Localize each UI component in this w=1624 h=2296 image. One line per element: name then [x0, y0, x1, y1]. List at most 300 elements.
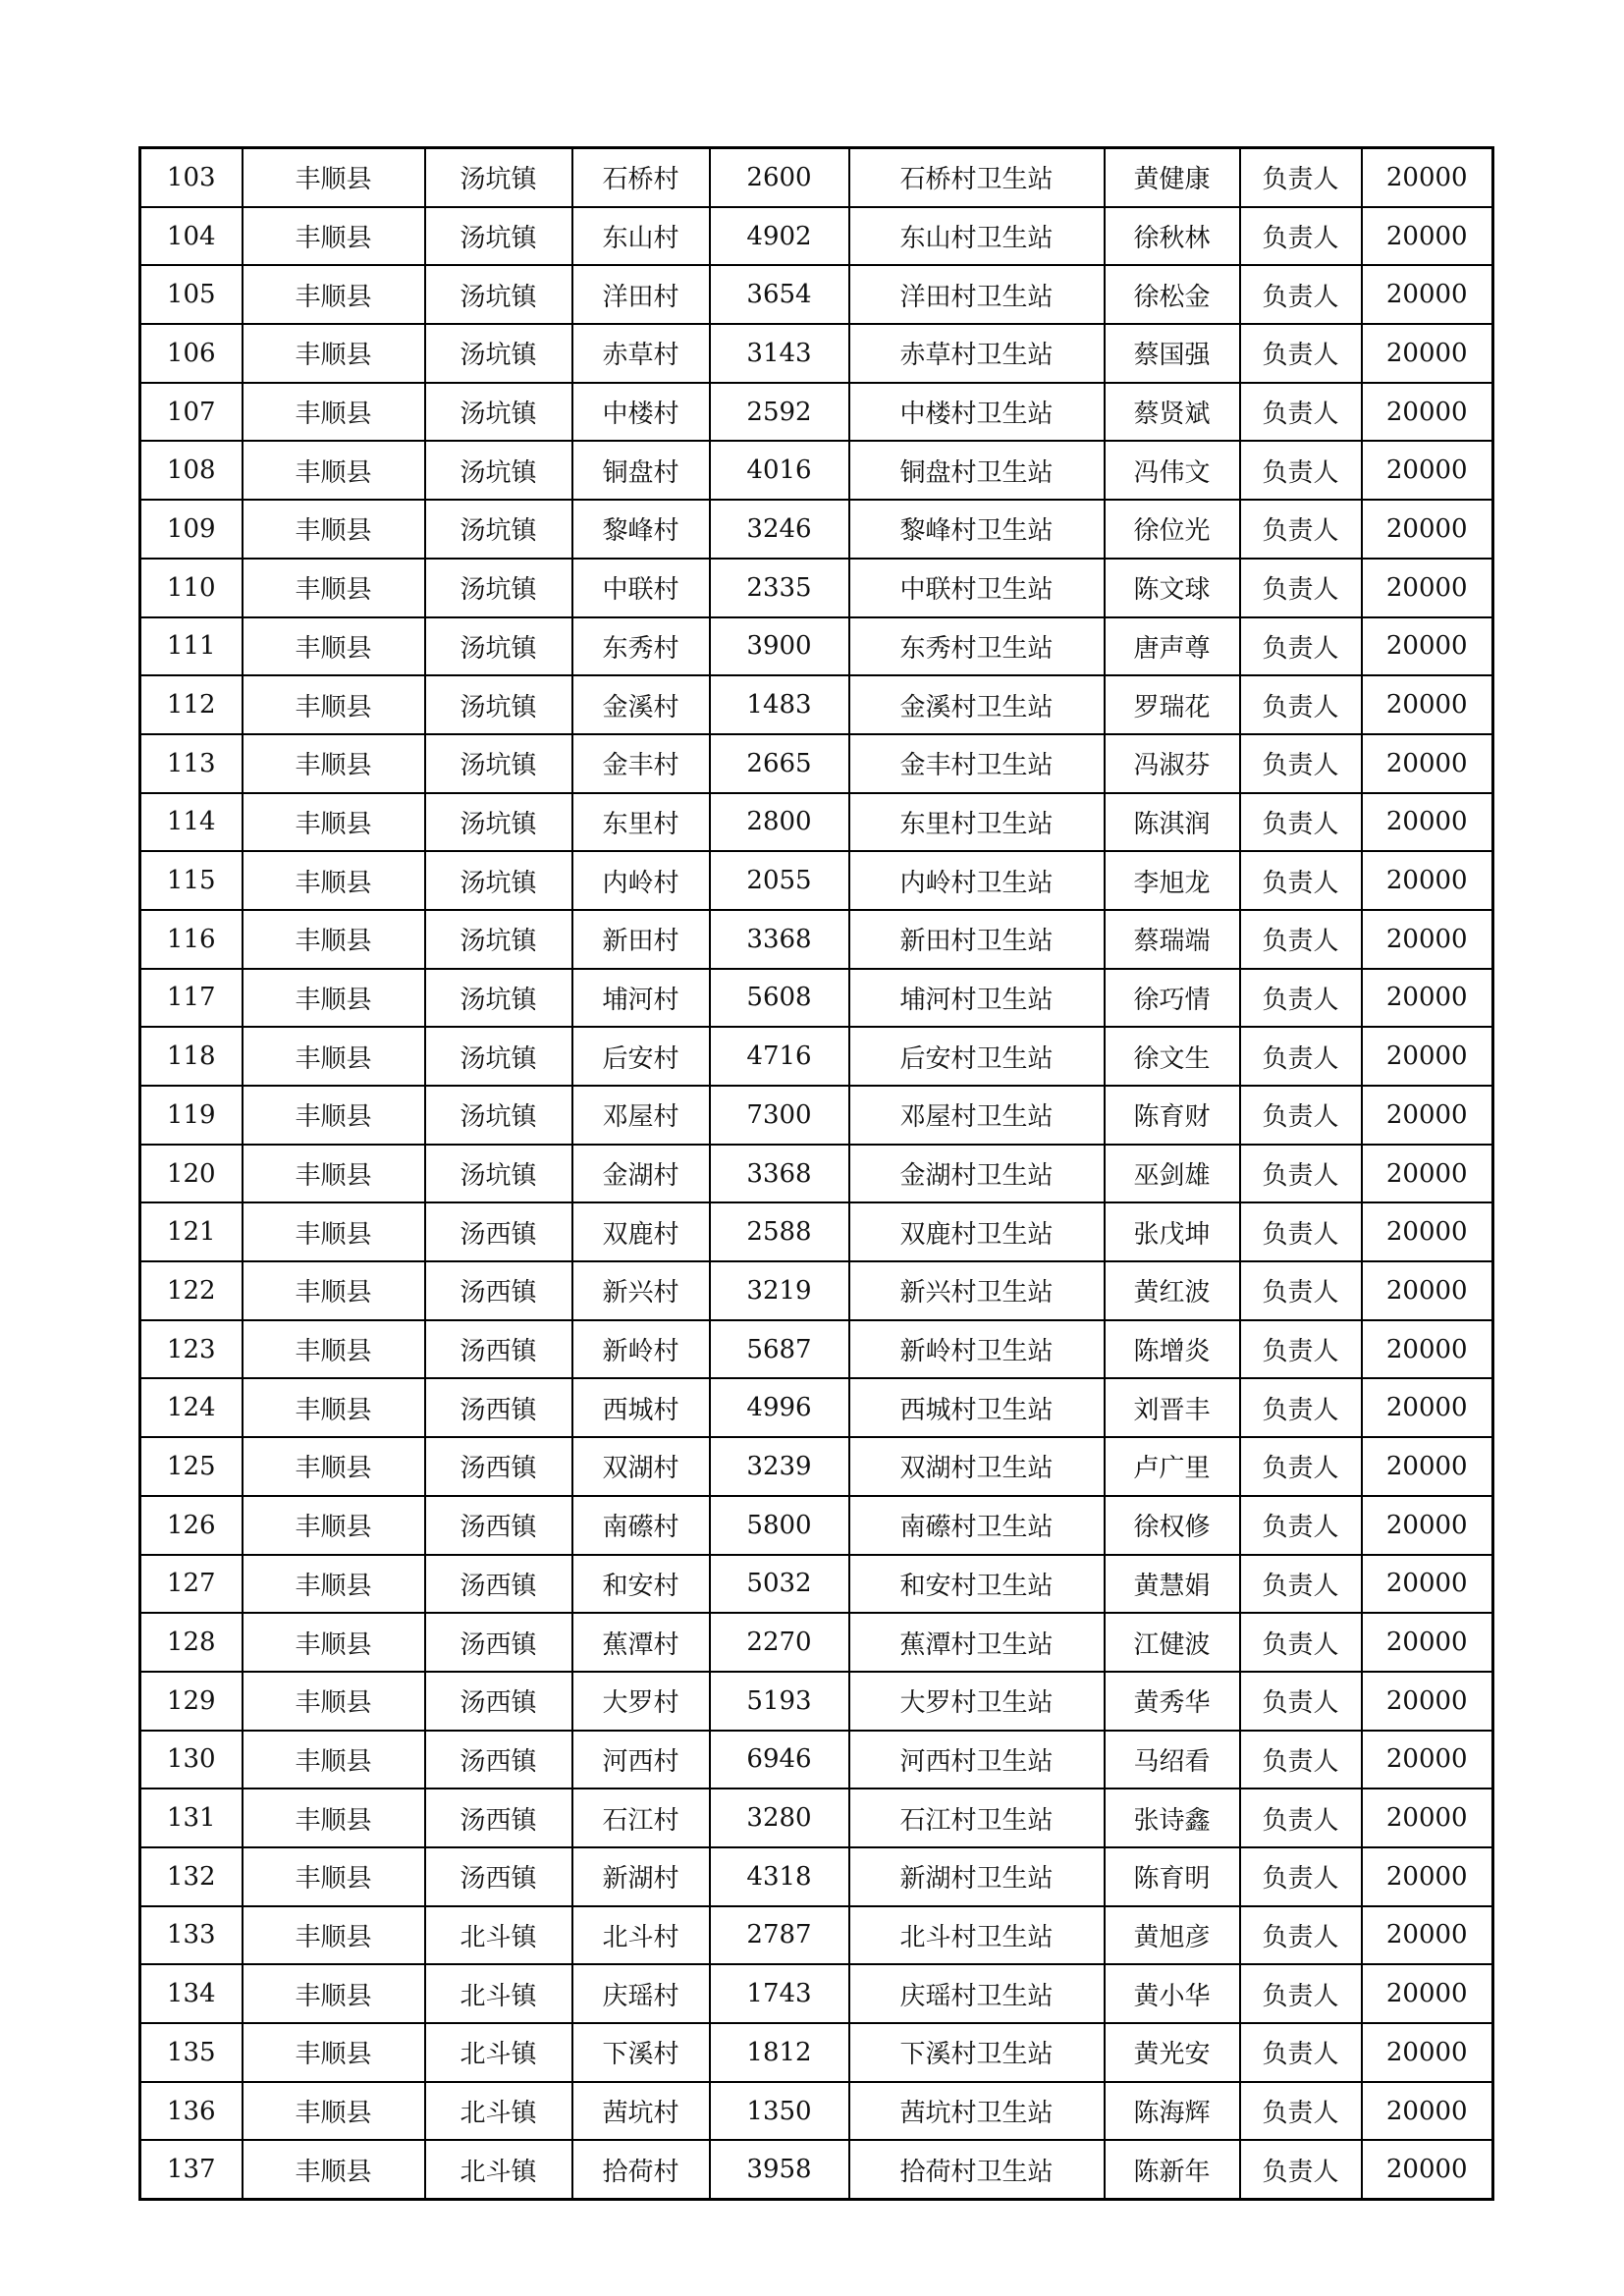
person-name-cell: 陈新年 — [1105, 2140, 1240, 2199]
clinic-name-cell: 金溪村卫生站 — [849, 675, 1105, 734]
town-cell: 汤西镇 — [425, 1672, 572, 1731]
population-cell: 2588 — [710, 1202, 849, 1261]
role-cell: 负责人 — [1240, 1847, 1362, 1906]
clinic-name-cell: 双鹿村卫生站 — [849, 1202, 1105, 1261]
county-cell: 丰顺县 — [243, 675, 425, 734]
village-cell: 新湖村 — [572, 1847, 710, 1906]
population-cell: 3958 — [710, 2140, 849, 2199]
role-cell: 负责人 — [1240, 734, 1362, 793]
town-cell: 北斗镇 — [425, 1964, 572, 2023]
town-cell: 北斗镇 — [425, 2140, 572, 2199]
clinic-name-cell: 北斗村卫生站 — [849, 1906, 1105, 1965]
amount-cell: 20000 — [1362, 2082, 1493, 2141]
town-cell: 汤西镇 — [425, 1378, 572, 1437]
population-cell: 3239 — [710, 1437, 849, 1496]
amount-cell: 20000 — [1362, 1555, 1493, 1614]
town-cell: 汤坑镇 — [425, 324, 572, 383]
person-name-cell: 巫剑雄 — [1105, 1145, 1240, 1203]
clinic-name-cell: 新兴村卫生站 — [849, 1261, 1105, 1320]
person-name-cell: 冯淑芬 — [1105, 734, 1240, 793]
amount-cell: 20000 — [1362, 734, 1493, 793]
village-cell: 双鹿村 — [572, 1202, 710, 1261]
table-row — [140, 1731, 1493, 1789]
clinic-name-cell: 东里村卫生站 — [849, 793, 1105, 852]
population-cell: 3219 — [710, 1261, 849, 1320]
table-row — [140, 441, 1493, 500]
role-cell: 负责人 — [1240, 617, 1362, 676]
amount-cell: 20000 — [1362, 1261, 1493, 1320]
county-cell: 丰顺县 — [243, 1672, 425, 1731]
population-cell: 2800 — [710, 793, 849, 852]
role-cell: 负责人 — [1240, 1964, 1362, 2023]
table-row — [140, 910, 1493, 969]
role-cell: 负责人 — [1240, 1202, 1362, 1261]
population-cell: 2055 — [710, 851, 849, 910]
clinic-name-cell: 铜盘村卫生站 — [849, 441, 1105, 500]
person-name-cell: 江健波 — [1105, 1613, 1240, 1672]
village-cell: 下溪村 — [572, 2023, 710, 2082]
town-cell: 汤西镇 — [425, 1847, 572, 1906]
person-name-cell: 陈育明 — [1105, 1847, 1240, 1906]
town-cell: 汤坑镇 — [425, 1027, 572, 1086]
role-cell: 负责人 — [1240, 1496, 1362, 1555]
clinic-name-cell: 内岭村卫生站 — [849, 851, 1105, 910]
row-number-cell: 110 — [140, 559, 243, 617]
clinic-name-cell: 拾荷村卫生站 — [849, 2140, 1105, 2199]
role-cell: 负责人 — [1240, 1378, 1362, 1437]
population-cell: 1350 — [710, 2082, 849, 2141]
role-cell: 负责人 — [1240, 500, 1362, 559]
row-number-cell: 136 — [140, 2082, 243, 2141]
county-cell: 丰顺县 — [243, 559, 425, 617]
table-row — [140, 1906, 1493, 1965]
table-row — [140, 559, 1493, 617]
role-cell: 负责人 — [1240, 207, 1362, 266]
town-cell: 汤坑镇 — [425, 559, 572, 617]
row-number-cell: 117 — [140, 969, 243, 1028]
amount-cell: 20000 — [1362, 1437, 1493, 1496]
person-name-cell: 陈增炎 — [1105, 1320, 1240, 1379]
town-cell: 汤坑镇 — [425, 265, 572, 324]
row-number-cell: 137 — [140, 2140, 243, 2199]
row-number-cell: 128 — [140, 1613, 243, 1672]
row-number-cell: 135 — [140, 2023, 243, 2082]
row-number-cell: 120 — [140, 1145, 243, 1203]
village-cell: 后安村 — [572, 1027, 710, 1086]
role-cell: 负责人 — [1240, 1672, 1362, 1731]
table-row — [140, 1320, 1493, 1379]
clinic-name-cell: 洋田村卫生站 — [849, 265, 1105, 324]
county-cell: 丰顺县 — [243, 2023, 425, 2082]
population-cell: 1812 — [710, 2023, 849, 2082]
county-cell: 丰顺县 — [243, 851, 425, 910]
village-cell: 西城村 — [572, 1378, 710, 1437]
table-row — [140, 148, 1493, 207]
town-cell: 汤西镇 — [425, 1789, 572, 1847]
town-cell: 汤坑镇 — [425, 207, 572, 266]
population-cell: 2600 — [710, 148, 849, 207]
amount-cell: 20000 — [1362, 2140, 1493, 2199]
row-number-cell: 132 — [140, 1847, 243, 1906]
town-cell: 汤西镇 — [425, 1261, 572, 1320]
population-cell: 2592 — [710, 383, 849, 442]
row-number-cell: 129 — [140, 1672, 243, 1731]
table-row — [140, 2082, 1493, 2141]
row-number-cell: 104 — [140, 207, 243, 266]
row-number-cell: 115 — [140, 851, 243, 910]
village-cell: 中联村 — [572, 559, 710, 617]
role-cell: 负责人 — [1240, 793, 1362, 852]
county-cell: 丰顺县 — [243, 617, 425, 676]
clinic-name-cell: 石桥村卫生站 — [849, 148, 1105, 207]
village-cell: 大罗村 — [572, 1672, 710, 1731]
county-cell: 丰顺县 — [243, 1964, 425, 2023]
row-number-cell: 116 — [140, 910, 243, 969]
person-name-cell: 张诗鑫 — [1105, 1789, 1240, 1847]
table-row — [140, 617, 1493, 676]
village-cell: 新兴村 — [572, 1261, 710, 1320]
role-cell: 负责人 — [1240, 1555, 1362, 1614]
clinic-name-cell: 下溪村卫生站 — [849, 2023, 1105, 2082]
population-cell: 3246 — [710, 500, 849, 559]
population-cell: 2665 — [710, 734, 849, 793]
table-body — [140, 148, 1493, 2200]
village-cell: 东秀村 — [572, 617, 710, 676]
town-cell: 汤坑镇 — [425, 148, 572, 207]
village-cell: 埔河村 — [572, 969, 710, 1028]
person-name-cell: 徐松金 — [1105, 265, 1240, 324]
county-cell: 丰顺县 — [243, 441, 425, 500]
clinic-name-cell: 茜坑村卫生站 — [849, 2082, 1105, 2141]
clinic-name-cell: 石江村卫生站 — [849, 1789, 1105, 1847]
person-name-cell: 徐文生 — [1105, 1027, 1240, 1086]
person-name-cell: 黄光安 — [1105, 2023, 1240, 2082]
amount-cell: 20000 — [1362, 324, 1493, 383]
row-number-cell: 124 — [140, 1378, 243, 1437]
person-name-cell: 蔡贤斌 — [1105, 383, 1240, 442]
person-name-cell: 黄小华 — [1105, 1964, 1240, 2023]
county-cell: 丰顺县 — [243, 1202, 425, 1261]
table-row — [140, 500, 1493, 559]
population-cell: 5193 — [710, 1672, 849, 1731]
town-cell: 汤西镇 — [425, 1437, 572, 1496]
person-name-cell: 马绍看 — [1105, 1731, 1240, 1789]
town-cell: 汤西镇 — [425, 1320, 572, 1379]
clinic-name-cell: 埔河村卫生站 — [849, 969, 1105, 1028]
population-cell: 1483 — [710, 675, 849, 734]
town-cell: 北斗镇 — [425, 2023, 572, 2082]
county-cell: 丰顺县 — [243, 1731, 425, 1789]
role-cell: 负责人 — [1240, 969, 1362, 1028]
table-row — [140, 1437, 1493, 1496]
role-cell: 负责人 — [1240, 851, 1362, 910]
amount-cell: 20000 — [1362, 1202, 1493, 1261]
county-cell: 丰顺县 — [243, 1378, 425, 1437]
table-row — [140, 793, 1493, 852]
table-row — [140, 1613, 1493, 1672]
table-row — [140, 2140, 1493, 2199]
row-number-cell: 103 — [140, 148, 243, 207]
table-row — [140, 969, 1493, 1028]
amount-cell: 20000 — [1362, 265, 1493, 324]
county-cell: 丰顺县 — [243, 148, 425, 207]
town-cell: 汤西镇 — [425, 1496, 572, 1555]
role-cell: 负责人 — [1240, 1027, 1362, 1086]
county-cell: 丰顺县 — [243, 2082, 425, 2141]
town-cell: 汤西镇 — [425, 1555, 572, 1614]
village-cell: 南礤村 — [572, 1496, 710, 1555]
amount-cell: 20000 — [1362, 1378, 1493, 1437]
village-cell: 金湖村 — [572, 1145, 710, 1203]
county-cell: 丰顺县 — [243, 1789, 425, 1847]
village-cell: 蕉潭村 — [572, 1613, 710, 1672]
population-cell: 4996 — [710, 1378, 849, 1437]
population-cell: 3368 — [710, 910, 849, 969]
amount-cell: 20000 — [1362, 1320, 1493, 1379]
row-number-cell: 119 — [140, 1086, 243, 1145]
population-cell: 7300 — [710, 1086, 849, 1145]
village-cell: 金溪村 — [572, 675, 710, 734]
role-cell: 负责人 — [1240, 2082, 1362, 2141]
amount-cell: 20000 — [1362, 207, 1493, 266]
row-number-cell: 118 — [140, 1027, 243, 1086]
clinic-name-cell: 黎峰村卫生站 — [849, 500, 1105, 559]
table-row — [140, 1555, 1493, 1614]
person-name-cell: 陈海辉 — [1105, 2082, 1240, 2141]
population-cell: 3900 — [710, 617, 849, 676]
table-row — [140, 2023, 1493, 2082]
population-cell: 3654 — [710, 265, 849, 324]
town-cell: 汤坑镇 — [425, 793, 572, 852]
row-number-cell: 131 — [140, 1789, 243, 1847]
clinic-name-cell: 新岭村卫生站 — [849, 1320, 1105, 1379]
county-cell: 丰顺县 — [243, 1613, 425, 1672]
role-cell: 负责人 — [1240, 148, 1362, 207]
table-row — [140, 1086, 1493, 1145]
town-cell: 北斗镇 — [425, 2082, 572, 2141]
village-cell: 河西村 — [572, 1731, 710, 1789]
town-cell: 汤坑镇 — [425, 1145, 572, 1203]
role-cell: 负责人 — [1240, 441, 1362, 500]
table-row — [140, 734, 1493, 793]
county-cell: 丰顺县 — [243, 1437, 425, 1496]
role-cell: 负责人 — [1240, 1731, 1362, 1789]
county-cell: 丰顺县 — [243, 1320, 425, 1379]
town-cell: 汤坑镇 — [425, 383, 572, 442]
population-cell: 2335 — [710, 559, 849, 617]
role-cell: 负责人 — [1240, 2023, 1362, 2082]
row-number-cell: 122 — [140, 1261, 243, 1320]
clinic-table — [138, 146, 1494, 2201]
row-number-cell: 108 — [140, 441, 243, 500]
village-cell: 石桥村 — [572, 148, 710, 207]
table-row — [140, 1789, 1493, 1847]
amount-cell: 20000 — [1362, 1731, 1493, 1789]
table-row — [140, 1496, 1493, 1555]
county-cell: 丰顺县 — [243, 1555, 425, 1614]
population-cell: 5800 — [710, 1496, 849, 1555]
village-cell: 和安村 — [572, 1555, 710, 1614]
clinic-name-cell: 庆瑶村卫生站 — [849, 1964, 1105, 2023]
population-cell: 4902 — [710, 207, 849, 266]
amount-cell: 20000 — [1362, 383, 1493, 442]
amount-cell: 20000 — [1362, 1847, 1493, 1906]
row-number-cell: 114 — [140, 793, 243, 852]
clinic-name-cell: 大罗村卫生站 — [849, 1672, 1105, 1731]
role-cell: 负责人 — [1240, 910, 1362, 969]
clinic-name-cell: 后安村卫生站 — [849, 1027, 1105, 1086]
clinic-name-cell: 蕉潭村卫生站 — [849, 1613, 1105, 1672]
table-row — [140, 1672, 1493, 1731]
role-cell: 负责人 — [1240, 383, 1362, 442]
county-cell: 丰顺县 — [243, 383, 425, 442]
town-cell: 汤坑镇 — [425, 441, 572, 500]
person-name-cell: 刘晋丰 — [1105, 1378, 1240, 1437]
role-cell: 负责人 — [1240, 1145, 1362, 1203]
table-row — [140, 1145, 1493, 1203]
role-cell: 负责人 — [1240, 1437, 1362, 1496]
role-cell: 负责人 — [1240, 1320, 1362, 1379]
row-number-cell: 113 — [140, 734, 243, 793]
county-cell: 丰顺县 — [243, 1496, 425, 1555]
clinic-name-cell: 中楼村卫生站 — [849, 383, 1105, 442]
county-cell: 丰顺县 — [243, 1847, 425, 1906]
village-cell: 洋田村 — [572, 265, 710, 324]
clinic-name-cell: 双湖村卫生站 — [849, 1437, 1105, 1496]
county-cell: 丰顺县 — [243, 910, 425, 969]
person-name-cell: 唐声尊 — [1105, 617, 1240, 676]
table-row — [140, 1964, 1493, 2023]
village-cell: 赤草村 — [572, 324, 710, 383]
table-row — [140, 1847, 1493, 1906]
amount-cell: 20000 — [1362, 675, 1493, 734]
village-cell: 东里村 — [572, 793, 710, 852]
population-cell: 4318 — [710, 1847, 849, 1906]
town-cell: 汤坑镇 — [425, 969, 572, 1028]
clinic-name-cell: 西城村卫生站 — [849, 1378, 1105, 1437]
village-cell: 邓屋村 — [572, 1086, 710, 1145]
row-number-cell: 127 — [140, 1555, 243, 1614]
table-row — [140, 1261, 1493, 1320]
clinic-name-cell: 南礤村卫生站 — [849, 1496, 1105, 1555]
county-cell: 丰顺县 — [243, 1086, 425, 1145]
person-name-cell: 李旭龙 — [1105, 851, 1240, 910]
village-cell: 内岭村 — [572, 851, 710, 910]
row-number-cell: 107 — [140, 383, 243, 442]
amount-cell: 20000 — [1362, 910, 1493, 969]
amount-cell: 20000 — [1362, 500, 1493, 559]
village-cell: 黎峰村 — [572, 500, 710, 559]
clinic-name-cell: 金丰村卫生站 — [849, 734, 1105, 793]
row-number-cell: 106 — [140, 324, 243, 383]
town-cell: 汤坑镇 — [425, 1086, 572, 1145]
person-name-cell: 陈育财 — [1105, 1086, 1240, 1145]
amount-cell: 20000 — [1362, 1789, 1493, 1847]
table-row — [140, 675, 1493, 734]
county-cell: 丰顺县 — [243, 1027, 425, 1086]
role-cell: 负责人 — [1240, 1906, 1362, 1965]
clinic-name-cell: 和安村卫生站 — [849, 1555, 1105, 1614]
person-name-cell: 陈文球 — [1105, 559, 1240, 617]
clinic-name-cell: 中联村卫生站 — [849, 559, 1105, 617]
town-cell: 汤坑镇 — [425, 617, 572, 676]
person-name-cell: 蔡国强 — [1105, 324, 1240, 383]
town-cell: 北斗镇 — [425, 1906, 572, 1965]
population-cell: 2270 — [710, 1613, 849, 1672]
person-name-cell: 罗瑞花 — [1105, 675, 1240, 734]
population-cell: 4016 — [710, 441, 849, 500]
table-row — [140, 324, 1493, 383]
row-number-cell: 126 — [140, 1496, 243, 1555]
village-cell: 茜坑村 — [572, 2082, 710, 2141]
population-cell: 5032 — [710, 1555, 849, 1614]
population-cell: 2787 — [710, 1906, 849, 1965]
row-number-cell: 112 — [140, 675, 243, 734]
county-cell: 丰顺县 — [243, 500, 425, 559]
role-cell: 负责人 — [1240, 1086, 1362, 1145]
amount-cell: 20000 — [1362, 1496, 1493, 1555]
amount-cell: 20000 — [1362, 793, 1493, 852]
village-cell: 铜盘村 — [572, 441, 710, 500]
amount-cell: 20000 — [1362, 148, 1493, 207]
amount-cell: 20000 — [1362, 441, 1493, 500]
row-number-cell: 130 — [140, 1731, 243, 1789]
town-cell: 汤坑镇 — [425, 675, 572, 734]
table-row — [140, 1027, 1493, 1086]
role-cell: 负责人 — [1240, 324, 1362, 383]
row-number-cell: 121 — [140, 1202, 243, 1261]
amount-cell: 20000 — [1362, 559, 1493, 617]
county-cell: 丰顺县 — [243, 1906, 425, 1965]
amount-cell: 20000 — [1362, 2023, 1493, 2082]
town-cell: 汤坑镇 — [425, 910, 572, 969]
table-row — [140, 207, 1493, 266]
clinic-name-cell: 新湖村卫生站 — [849, 1847, 1105, 1906]
clinic-name-cell: 赤草村卫生站 — [849, 324, 1105, 383]
amount-cell: 20000 — [1362, 1906, 1493, 1965]
person-name-cell: 徐权修 — [1105, 1496, 1240, 1555]
person-name-cell: 陈淇润 — [1105, 793, 1240, 852]
county-cell: 丰顺县 — [243, 734, 425, 793]
person-name-cell: 张戊坤 — [1105, 1202, 1240, 1261]
amount-cell: 20000 — [1362, 969, 1493, 1028]
clinic-name-cell: 河西村卫生站 — [849, 1731, 1105, 1789]
population-cell: 5608 — [710, 969, 849, 1028]
population-cell: 3280 — [710, 1789, 849, 1847]
role-cell: 负责人 — [1240, 265, 1362, 324]
county-cell: 丰顺县 — [243, 1261, 425, 1320]
person-name-cell: 徐巧情 — [1105, 969, 1240, 1028]
row-number-cell: 105 — [140, 265, 243, 324]
table-row — [140, 265, 1493, 324]
table-row — [140, 1202, 1493, 1261]
village-cell: 新岭村 — [572, 1320, 710, 1379]
town-cell: 汤西镇 — [425, 1202, 572, 1261]
amount-cell: 20000 — [1362, 1613, 1493, 1672]
amount-cell: 20000 — [1362, 851, 1493, 910]
role-cell: 负责人 — [1240, 1261, 1362, 1320]
village-cell: 庆瑶村 — [572, 1964, 710, 2023]
clinic-name-cell: 东山村卫生站 — [849, 207, 1105, 266]
town-cell: 汤坑镇 — [425, 500, 572, 559]
clinic-name-cell: 金湖村卫生站 — [849, 1145, 1105, 1203]
clinic-name-cell: 邓屋村卫生站 — [849, 1086, 1105, 1145]
population-cell: 3143 — [710, 324, 849, 383]
table-row — [140, 1378, 1493, 1437]
county-cell: 丰顺县 — [243, 324, 425, 383]
role-cell: 负责人 — [1240, 559, 1362, 617]
table-row — [140, 383, 1493, 442]
